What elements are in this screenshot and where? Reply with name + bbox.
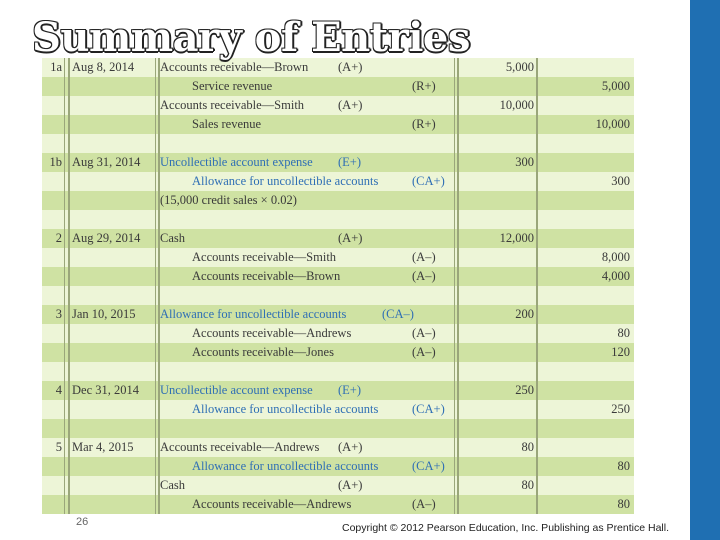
credit-amount: 80	[617, 459, 630, 473]
account-name: Accounts receivable—Brown	[192, 269, 341, 283]
account-type-tag: (E+)	[338, 383, 362, 397]
account-type-tag: (R+)	[412, 79, 436, 93]
entry-number: 4	[55, 383, 62, 397]
account-name: Accounts receivable—Andrews	[192, 497, 352, 511]
entry-number: 1b	[49, 155, 62, 169]
entry-number: 3	[55, 307, 62, 321]
table-row	[42, 153, 634, 172]
column-divider	[64, 58, 65, 514]
account-name: Service revenue	[192, 79, 273, 93]
table-row	[42, 77, 634, 96]
credit-amount: 4,000	[601, 269, 630, 283]
account-type-tag: (A+)	[338, 231, 363, 245]
column-divider	[536, 58, 538, 514]
account-name: Uncollectible account expense	[160, 383, 313, 397]
column-divider	[68, 58, 70, 514]
table-row	[42, 210, 634, 229]
column-divider	[155, 58, 156, 514]
account-name: Accounts receivable—Smith	[160, 98, 305, 112]
table-row	[42, 457, 634, 476]
account-type-tag: (E+)	[338, 155, 362, 169]
account-name: Allowance for uncollectible accounts	[160, 307, 347, 321]
page-title: Summary of Entries	[32, 14, 470, 61]
account-type-tag: (A+)	[338, 98, 363, 112]
table-row	[42, 229, 634, 248]
credit-amount: 5,000	[601, 79, 630, 93]
account-type-tag: (CA+)	[412, 402, 445, 416]
credit-amount: 80	[617, 326, 630, 340]
column-divider	[454, 58, 455, 514]
page-number: 26	[76, 516, 89, 528]
table-row	[42, 172, 634, 191]
debit-amount: 12,000	[499, 231, 534, 245]
table-row	[42, 438, 634, 457]
table-row	[42, 96, 634, 115]
table-row	[42, 134, 634, 153]
account-name: Cash	[160, 478, 185, 492]
table-row	[42, 115, 634, 134]
credit-amount: 80	[617, 497, 630, 511]
entry-date: Mar 4, 2015	[72, 440, 134, 454]
credit-amount: 250	[611, 402, 630, 416]
account-name: Sales revenue	[192, 117, 262, 131]
column-divider	[158, 58, 160, 514]
copyright-text: Copyright © 2012 Pearson Education, Inc. Publishing as Prentice Hall.	[342, 522, 670, 534]
account-type-tag: (CA+)	[412, 459, 445, 473]
account-type-tag: (A–)	[412, 345, 436, 359]
account-type-tag: (CA–)	[382, 307, 414, 321]
account-name: Accounts receivable—Andrews	[160, 440, 320, 454]
entry-number: 5	[55, 440, 62, 454]
account-name: Accounts receivable—Jones	[192, 345, 334, 359]
table-row	[42, 476, 634, 495]
entry-number: 2	[55, 231, 62, 245]
credit-amount: 300	[611, 174, 630, 188]
account-type-tag: (A+)	[338, 478, 363, 492]
entry-number: 1a	[50, 60, 62, 74]
account-name: Allowance for uncollectible accounts	[192, 402, 379, 416]
debit-amount: 200	[515, 307, 534, 321]
account-type-tag: (A+)	[338, 60, 363, 74]
accent-bar	[690, 0, 720, 540]
credit-amount: 8,000	[601, 250, 630, 264]
journal-table	[42, 58, 634, 514]
table-row	[42, 324, 634, 343]
entry-date: Aug 8, 2014	[72, 60, 135, 74]
table-row	[42, 267, 634, 286]
table-row	[42, 286, 634, 305]
table-row	[42, 419, 634, 438]
entry-date: Aug 31, 2014	[72, 155, 141, 169]
account-name: Allowance for uncollectible accounts	[192, 174, 379, 188]
table-row	[42, 248, 634, 267]
account-type-tag: (R+)	[412, 117, 436, 131]
table-row	[42, 305, 634, 324]
account-type-tag: (A–)	[412, 497, 436, 511]
account-name: Cash	[160, 231, 185, 245]
debit-amount: 300	[515, 155, 534, 169]
account-name: Uncollectible account expense	[160, 155, 313, 169]
debit-amount: 80	[521, 478, 534, 492]
account-type-tag: (A+)	[338, 440, 363, 454]
account-type-tag: (CA+)	[412, 174, 445, 188]
account-type-tag: (A–)	[412, 326, 436, 340]
entry-date: Dec 31, 2014	[72, 383, 139, 397]
table-row	[42, 495, 634, 514]
entry-date: Aug 29, 2014	[72, 231, 141, 245]
account-type-tag: (A–)	[412, 269, 436, 283]
table-row	[42, 191, 634, 210]
debit-amount: 5,000	[505, 60, 534, 74]
account-name: Accounts receivable—Andrews	[192, 326, 352, 340]
debit-amount: 10,000	[499, 98, 534, 112]
column-divider	[457, 58, 459, 514]
account-name: Allowance for uncollectible accounts	[192, 459, 379, 473]
account-name: Accounts receivable—Smith	[192, 250, 337, 264]
debit-amount: 250	[515, 383, 534, 397]
entry-date: Jan 10, 2015	[72, 307, 136, 321]
table-row	[42, 400, 634, 419]
table-row	[42, 343, 634, 362]
account-name: (15,000 credit sales × 0.02)	[160, 193, 297, 207]
table-row	[42, 362, 634, 381]
account-type-tag: (A–)	[412, 250, 436, 264]
account-name: Accounts receivable—Brown	[160, 60, 309, 74]
credit-amount: 120	[611, 345, 630, 359]
credit-amount: 10,000	[595, 117, 630, 131]
table-row	[42, 381, 634, 400]
debit-amount: 80	[521, 440, 534, 454]
